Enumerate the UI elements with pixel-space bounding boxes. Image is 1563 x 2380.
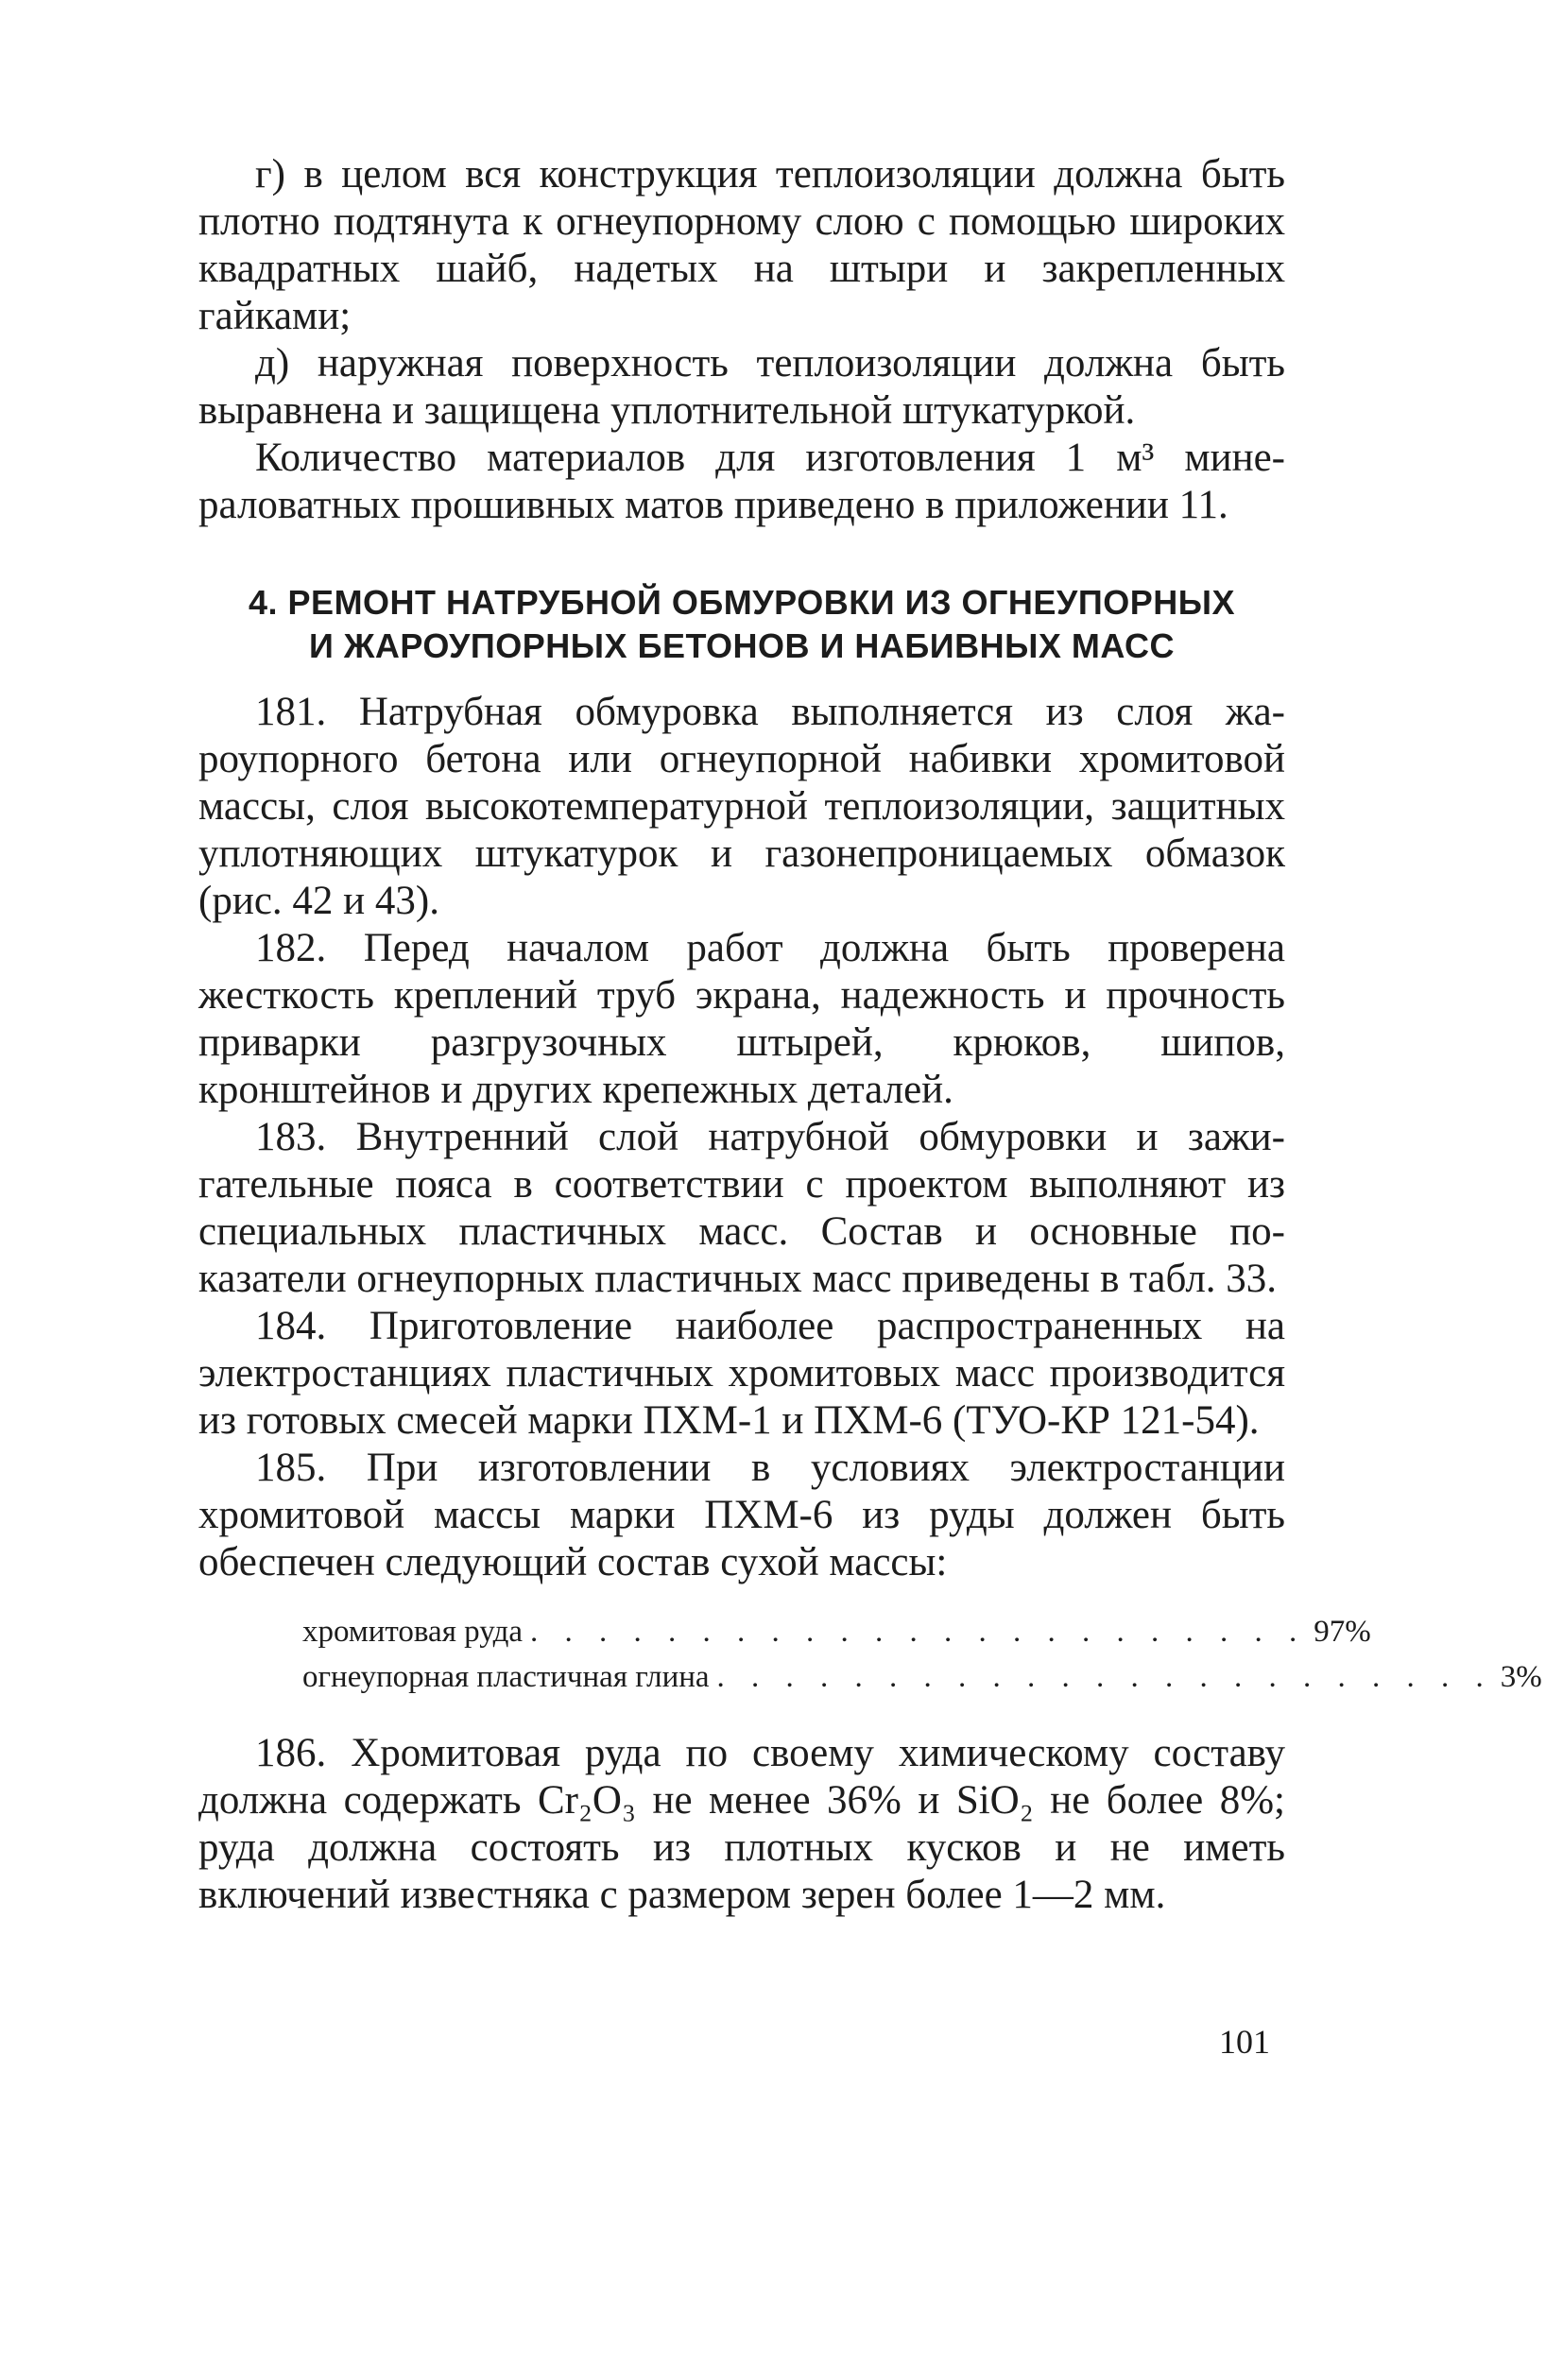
leader-dots: . . . . . . . . . . . . . . . . . . . . . . . — [716, 1660, 1493, 1694]
item-182: 182. Перед началом работ должна быть проверена жесткость креплений труб экрана, надежность и прочность приварки разгрузочных штырей, крюков, шипов, кронштейнов и других крепежных деталей. — [198, 926, 1285, 1112]
section-heading-line-1: 4. РЕМОНТ НАТРУБНОЙ ОБМУРОВКИ ИЗ ОГНЕУПОРНЫХ — [249, 583, 1235, 622]
section-heading — [198, 581, 1285, 668]
composition-row — [302, 1609, 1371, 1654]
item-185: 185. При изготовлении в условиях электростанции хромитовой массы марки ПХМ-6 из руды должен быть обеспечен следующий состав сухой массы: — [198, 1446, 1285, 1584]
item-186: 186. Хромитовая руда по своему химическому составу должна содержать Cr₂O₃ не менее 36% и SiO₂ не более 8%; руда должна состоять из плотных кусков и не иметь включений известняка с размером зерен более 1—2 мм. — [198, 1731, 1285, 1917]
section-heading-line-2: И ЖАРОУПОРНЫХ БЕТОНОВ И НАБИВНЫХ МАСС — [308, 626, 1176, 665]
paragraph-d: д) наружная поверхность теплоизоляции должна быть выравнена и защищена уплотнительной штукатуркой. — [198, 341, 1285, 433]
composition-name: хромитовая руда — [302, 1615, 524, 1649]
leader-dots: . . . . . . . . . . . . . . . . . . . . . . . — [530, 1615, 1307, 1649]
page-number: 101 — [1219, 2023, 1270, 2061]
composition-value: 3% — [1500, 1660, 1542, 1694]
item-181: 181. Натрубная обмуровка выполняется из слоя жароупорного бетона или огнеупорной набивки хромитовой массы, слоя высокотемпературной теплоизоляции, защитных уплотняющих штукатурок и газонепроницаемых обмазок (рис. 42 и 43). — [198, 690, 1285, 923]
composition-row — [302, 1654, 1542, 1700]
composition-list — [302, 1609, 1542, 1700]
item-183: 183. Внутренний слой натрубной обмуровки и зажигательные пояса в соответствии с проектом выполняют из специальных пластичных масс. Состав и основные показатели огнеупорных пластичных масс приведены в табл. 33. — [198, 1115, 1285, 1301]
composition-name: огнеупорная пластичная глина — [302, 1660, 710, 1694]
paragraph-g: г) в целом вся конструкция теплоизоляции должна быть плотно подтянута к огнеупорному слою с помощью широких квадратных шайб, надетых на штыри и закрепленных гайками; — [198, 152, 1285, 338]
page-body — [198, 151, 1542, 1919]
paragraph-materials: Количество материалов для изготовления 1 м³ минераловатных прошивных матов приведено в приложении 11. — [198, 436, 1285, 527]
composition-value: 97% — [1314, 1615, 1371, 1649]
item-184: 184. Приготовление наиболее распространенных на электростанциях пластичных хромитовых масс производится из готовых смесей марки ПХМ-1 и ПХМ-6 (ТУО-КР 121-54). — [198, 1304, 1285, 1443]
